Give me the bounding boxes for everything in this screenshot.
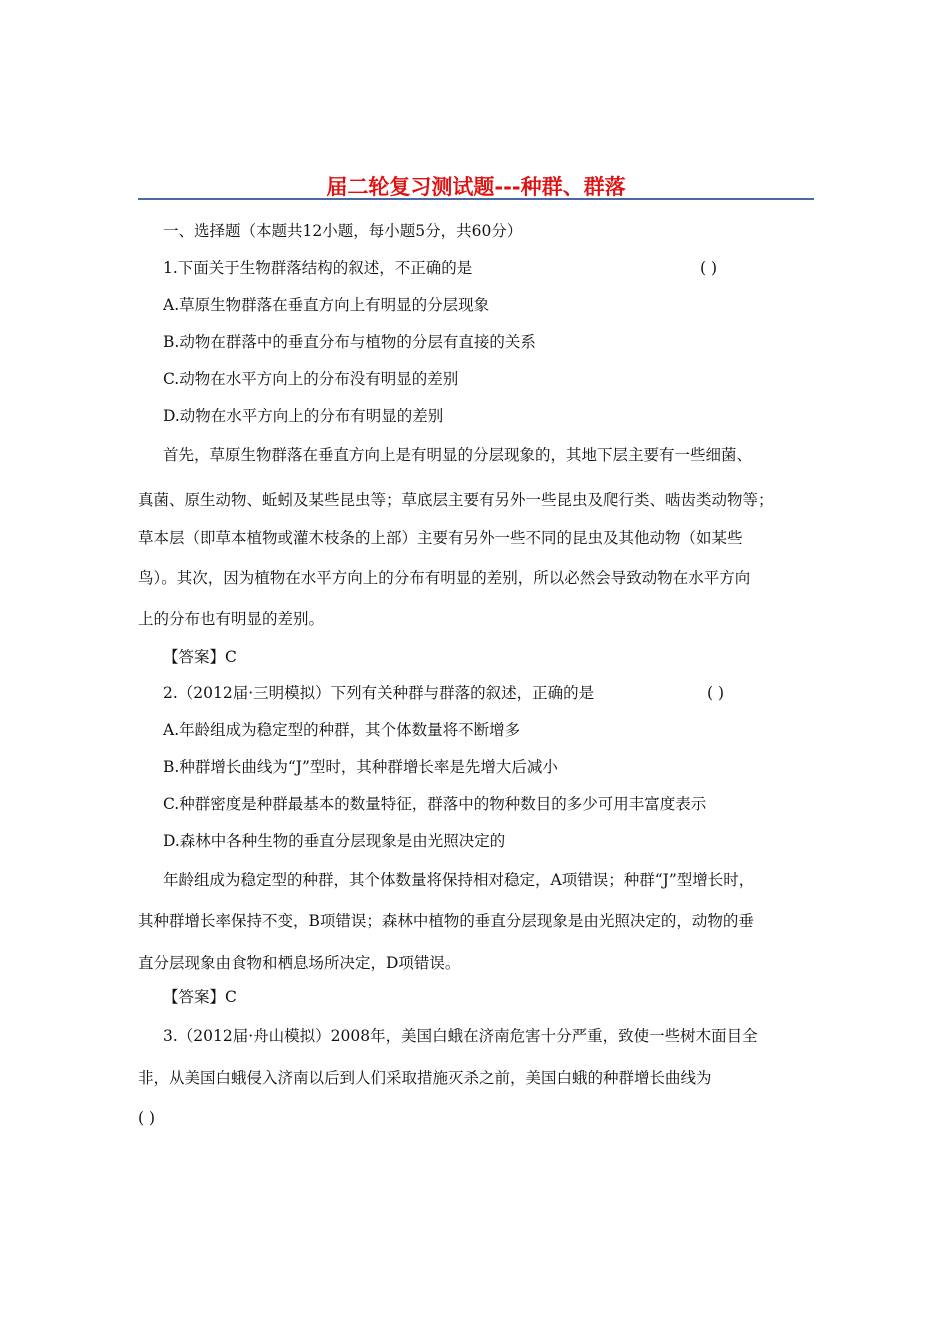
question-1-stem: 1.下面关于生物群落结构的叙述，不正确的是 — [163, 259, 473, 277]
section-heading: 一、选择题（本题共12小题，每小题5分，共60分） — [163, 222, 523, 240]
question-1-explanation-line: 鸟）。其次，因为植物在水平方向上的分布有明显的差别，所以必然会导致动物在水平方向 — [138, 569, 751, 587]
question-2-paren: ( ) — [707, 684, 725, 702]
page-title: 届二轮复习测试题---种群、群落 — [326, 175, 626, 199]
question-2-explanation-line: 直分层现象由食物和栖息场所决定，D项错误。 — [138, 954, 461, 972]
question-3-paren: ( ) — [138, 1109, 156, 1127]
question-2-option-c: C.种群密度是种群最基本的数量特征，群落中的物种数目的多少可用丰富度表示 — [163, 795, 707, 813]
question-1-option-a: A.草原生物群落在垂直方向上有明显的分层现象 — [163, 296, 490, 314]
question-1-paren: ( ) — [700, 259, 718, 277]
question-3-stem-line: 非，从美国白蛾侵入济南以后到人们采取措施灭杀之前，美国白蛾的种群增长曲线为 — [138, 1069, 712, 1087]
question-2-option-a: A.年龄组成为稳定型的种群，其个体数量将不断增多 — [163, 721, 521, 739]
question-1-option-c: C.动物在水平方向上的分布没有明显的差别 — [163, 370, 459, 388]
question-1-option-b: B.动物在群落中的垂直分布与植物的分层有直接的关系 — [163, 333, 536, 351]
question-3-stem-line: 3.（2012届·舟山模拟）2008年，美国白蛾在济南危害十分严重，致使一些树木面目全 — [163, 1027, 758, 1045]
question-2-explanation-line: 其种群增长率保持不变，B项错误；森林中植物的垂直分层现象是由光照决定的，动物的垂 — [138, 912, 754, 930]
question-1-explanation-line: 上的分布也有明显的差别。 — [138, 610, 325, 628]
question-2-answer: 【答案】C — [163, 988, 237, 1006]
question-2-option-b: B.种群增长曲线为“J”型时，其种群增长率是先增大后减小 — [163, 758, 558, 776]
question-1-explanation-line: 首先，草原生物群落在垂直方向上是有明显的分层现象的，其地下层主要有一些细菌、 — [163, 446, 753, 464]
question-1-answer: 【答案】C — [163, 648, 237, 666]
title-underline — [138, 198, 814, 200]
question-2-explanation-line: 年龄组成为稳定型的种群，其个体数量将保持相对稳定，A项错误；种群“J”型增长时， — [163, 871, 755, 889]
question-1-option-d: D.动物在水平方向上的分布有明显的差别 — [163, 407, 444, 425]
question-2-stem: 2.（2012届·三明模拟）下列有关种群与群落的叙述，正确的是 — [163, 684, 595, 702]
question-1-explanation-line: 真菌、原生动物、蚯蚓及某些昆虫等；草底层主要有另外一些昆虫及爬行类、啮齿类动物等； — [138, 491, 774, 509]
question-1-explanation-line: 草本层（即草本植物或灌木枝条的上部）主要有另外一些不同的昆虫及其他动物（如某些 — [138, 529, 743, 547]
question-2-option-d: D.森林中各种生物的垂直分层现象是由光照决定的 — [163, 832, 506, 850]
